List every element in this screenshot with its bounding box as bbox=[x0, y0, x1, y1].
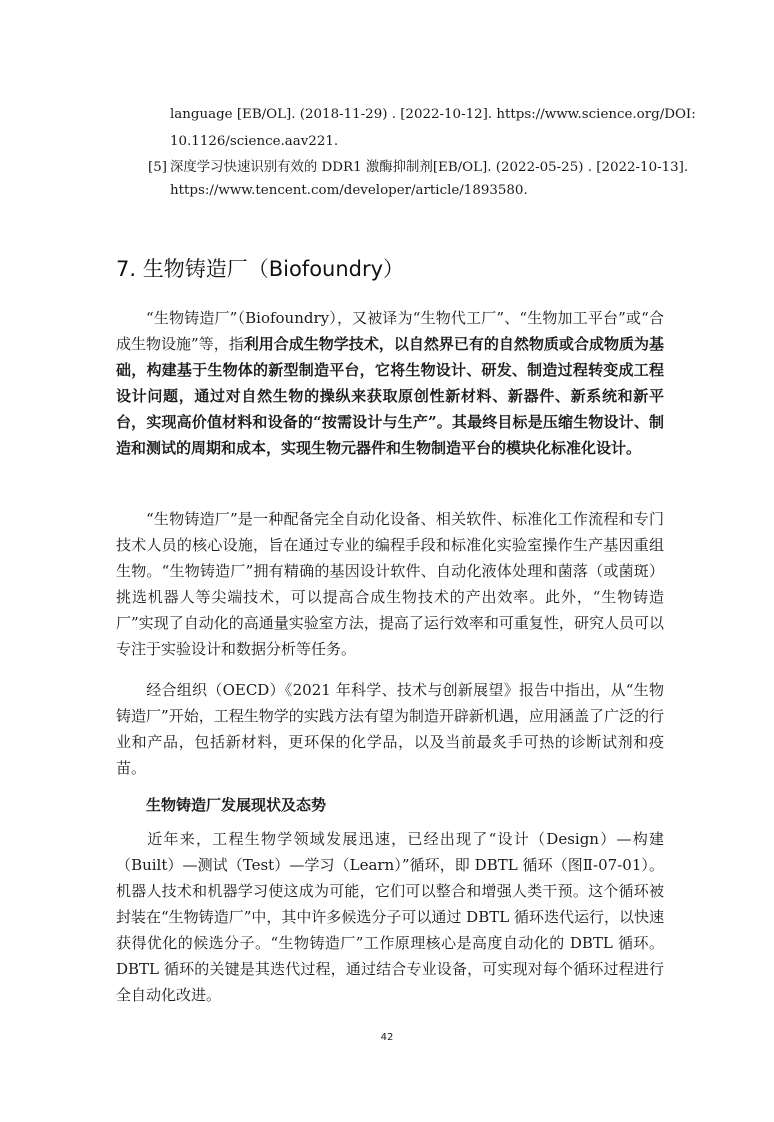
paragraph-2-text: “生物铸造厂”是一种配备完全自动化设备、相关软件、标准化工作流程和专门技术人员的核心设施，旨在通过专业的编程手段和标准化实验室操作生产基因重组生物。“生物铸造厂”拥有精确的基因设计软件、自动化液体处理和菌落（或菌斑）挑选机器人等尖端技术，可以提高合成生物技术的产出效率。此外，“生物铸造厂”实现了自动化的高通量实验室方法，提高了运行效率和可重复性，研究人员可以专注于实验设计和数据分析等任务。 bbox=[116, 510, 664, 658]
paragraph-4 bbox=[116, 826, 664, 1008]
paragraph-1 bbox=[116, 305, 664, 461]
paragraph-1-text: “生物铸造厂”（Biofoundry），又被译为“生物代工厂”、“生物加工平台”或“合成生物设施”等，指 bbox=[116, 309, 664, 353]
page-number: 42 bbox=[380, 1032, 394, 1043]
reference-5-line-1: 深度学习快速识别有效的 DDR1 激酶抑制剂[EB/OL]. (2022-05-25) . [2022-10-13]. bbox=[170, 160, 689, 175]
paragraph-2 bbox=[116, 506, 664, 662]
paragraph-1-bold-text: 利用合成生物学技术，以自然界已有的自然物质或合成物质为基础，构建基于生物体的新型制造平台，它将生物设计、研发、制造过程转变成工程设计问题，通过对自然生物的操纵来获取原创性新材料、新器件、新系统和新平台，实现高价值材料和设备的“按需设计与生产”。其最终目标是压缩生物设计、制造和测试的周期和成本，实现生物元器件和生物制造平台的模块化标准化设计。 bbox=[116, 335, 664, 457]
reference-5-number: [5] bbox=[148, 160, 167, 175]
paragraph-3-text: 经合组织（OECD）《2021 年科学、技术与创新展望》报告中指出，从“生物铸造厂”开始，工程生物学的实践方法有望为制造开辟新机遇，应用涵盖了广泛的行业和产品，包括新材料，更环保的化学品，以及当前最炙手可热的诊断试剂和疫苗。 bbox=[116, 681, 664, 777]
reference-4-continuation-line-2: 10.1126/science.aav221. bbox=[170, 134, 339, 149]
reference-5-line-2: https://www.tencent.com/developer/article/1893580. bbox=[170, 183, 528, 198]
section-title: 7. 生物铸造厂（Biofoundry） bbox=[116, 257, 405, 281]
paragraph-4-text: 近年来，工程生物学领域发展迅速，已经出现了“设计（Design）—构建（Built）—测试（Test）—学习（Learn）”循环，即 DBTL 循环（图Ⅱ-07-01）。机器人技术和机器学习使这成为可能，它们可以整合和增强人类干预。这个循环被封装在“生物铸造厂”中，其中许多候选分子可以通过 DBTL 循环迭代运行，以快速获得优化的候选分子。“生物铸造厂”工作原理核心是高度自动化的 DBTL 循环。DBTL 循环的关键是其迭代过程，通过结合专业设备，可实现对每个循环过程进行全自动化改进。 bbox=[116, 830, 664, 1004]
subsection-heading: 生物铸造厂发展现状及态势 bbox=[146, 796, 327, 814]
reference-4-continuation-line-1: language [EB/OL]. (2018-11-29) . [2022-10-12]. https://www.science.org/DOI: bbox=[170, 107, 696, 122]
paragraph-3 bbox=[116, 677, 664, 781]
